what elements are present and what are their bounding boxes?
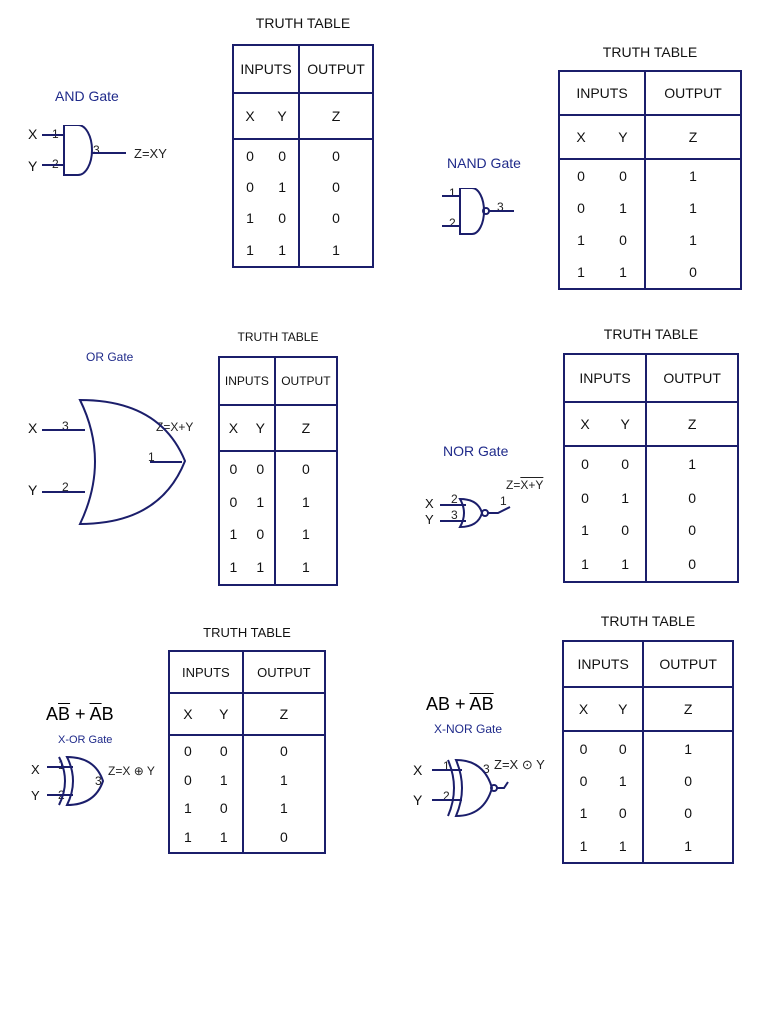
- col-y: Y: [618, 129, 628, 145]
- xnor-input-x-label: X: [413, 762, 423, 778]
- inputs-header: INPUTS: [169, 651, 243, 693]
- xor-output-expr: [108, 764, 155, 778]
- cell: 1: [184, 800, 192, 817]
- col-z: Z: [299, 93, 373, 139]
- or-pin-b: 2: [62, 480, 69, 494]
- cell: 0: [646, 481, 738, 514]
- table-row: [559, 159, 741, 192]
- xnor-op-icon: ⊙: [521, 757, 533, 772]
- nor-truth-table: [563, 353, 739, 583]
- cell: 1: [581, 555, 589, 572]
- cell: 0: [246, 147, 254, 164]
- nor-pin-out: 1: [500, 494, 507, 508]
- and-input-y-label: Y: [28, 158, 38, 174]
- xnor-boolean-expr: [426, 694, 494, 715]
- nor-pin-b: 3: [451, 508, 458, 522]
- col-y: Y: [618, 701, 628, 717]
- xor-term-a: A: [46, 704, 59, 724]
- xor-truth-table-title: TRUTH TABLE: [203, 625, 291, 640]
- xnor-truth-table-title: TRUTH TABLE: [600, 613, 696, 629]
- xor-pin-out: 3: [95, 774, 102, 788]
- xor-gate-symbol: [45, 755, 115, 815]
- cell: 0: [619, 231, 627, 248]
- col-x: X: [576, 129, 586, 145]
- xnor-gate-symbol: [430, 758, 510, 824]
- col-z: Z: [645, 115, 741, 159]
- cell: 1: [243, 794, 325, 823]
- cell: 0: [577, 168, 585, 185]
- xor-plus: +: [70, 704, 90, 724]
- inputs-header: INPUTS: [219, 357, 275, 405]
- and-truth-table: [232, 44, 374, 268]
- cell: 0: [256, 526, 265, 543]
- cell: 1: [275, 518, 337, 550]
- cell: 1: [645, 224, 741, 256]
- xor-input-y-label: Y: [31, 788, 40, 803]
- table-row: [564, 514, 738, 547]
- cell: 1: [219, 771, 228, 788]
- cell: 1: [581, 522, 589, 539]
- cell: 0: [577, 200, 585, 217]
- col-x: X: [183, 706, 193, 722]
- cell: 1: [621, 489, 630, 506]
- cell: 0: [299, 139, 373, 172]
- xnor-pin-out: 3: [483, 762, 490, 776]
- xnor-expr-suffix: Y: [536, 757, 545, 772]
- cell: 0: [299, 203, 373, 234]
- cell: 0: [256, 460, 265, 477]
- cell: 1: [577, 231, 585, 248]
- cell: 0: [581, 489, 589, 506]
- nand-pin-a: 1: [449, 186, 456, 200]
- nand-gate-title: NAND Gate: [447, 155, 521, 171]
- table-row: [233, 203, 373, 234]
- nor-pin-a: 2: [451, 492, 458, 506]
- cell: 0: [184, 742, 192, 759]
- nand-pin-b: 2: [449, 216, 456, 230]
- table-row: [233, 234, 373, 267]
- table-row: [564, 547, 738, 582]
- cell: 1: [275, 486, 337, 518]
- and-pin-out: 3: [93, 143, 100, 157]
- col-z: Z: [243, 693, 325, 735]
- cell: 0: [646, 514, 738, 547]
- table-row: [564, 446, 738, 481]
- cell: 0: [643, 797, 733, 829]
- col-z: Z: [643, 687, 733, 731]
- cell: 1: [643, 829, 733, 863]
- nor-input-x-label: X: [425, 496, 434, 511]
- cell: 1: [256, 493, 265, 510]
- cell: 1: [577, 263, 585, 280]
- or-truth-table-title: TRUTH TABLE: [237, 330, 319, 344]
- nand-truth-table: [558, 70, 742, 290]
- table-row: [169, 794, 325, 823]
- cell: 1: [229, 559, 238, 576]
- cell: 0: [275, 451, 337, 486]
- or-output-line: [150, 455, 186, 469]
- output-header: OUTPUT: [243, 651, 325, 693]
- and-gate-symbol: [40, 125, 130, 185]
- xor-term-abar: $\overline{A}$: [89, 704, 102, 724]
- cell: 0: [243, 823, 325, 853]
- cell: 0: [621, 522, 630, 539]
- table-row: [169, 735, 325, 765]
- cell: 0: [646, 547, 738, 582]
- xor-op-icon: ⊕: [133, 764, 144, 778]
- col-x: X: [245, 108, 255, 124]
- or-pin-out: 1: [148, 450, 155, 464]
- cell: 0: [184, 771, 192, 788]
- cell: 0: [278, 147, 286, 164]
- or-pin-a: 3: [62, 419, 69, 433]
- xor-boolean-expr: [46, 704, 114, 725]
- table-row: [559, 255, 741, 289]
- cell: 1: [579, 837, 588, 854]
- col-y: Y: [219, 706, 229, 722]
- cell: 0: [621, 456, 630, 472]
- table-row: [219, 451, 337, 486]
- table-row: [564, 481, 738, 514]
- cell: 1: [618, 773, 627, 789]
- or-gate-title: OR Gate: [86, 350, 134, 364]
- cell: 1: [619, 263, 627, 280]
- col-z: Z: [646, 402, 738, 446]
- xor-expr-suffix: Y: [146, 764, 155, 778]
- cell: 0: [219, 742, 228, 759]
- table-row: [559, 224, 741, 256]
- or-truth-table: [218, 356, 338, 586]
- table-row: [219, 518, 337, 550]
- xor-term-b: B: [101, 704, 114, 724]
- col-z: Z: [275, 405, 337, 451]
- or-input-x-label: X: [28, 420, 38, 436]
- xnor-truth-table: [562, 640, 734, 864]
- and-pin-a: 1: [52, 127, 59, 141]
- xor-pin-b: 2: [58, 788, 65, 802]
- cell: 1: [646, 446, 738, 481]
- and-truth-table-title: TRUTH TABLE: [255, 15, 351, 31]
- nor-gate-symbol: [438, 497, 528, 533]
- col-x: X: [580, 416, 590, 432]
- cell: 0: [579, 773, 588, 789]
- xnor-term-abar: $\overline{A}$: [469, 694, 482, 714]
- nand-truth-table-title: TRUTH TABLE: [602, 44, 698, 60]
- cell: 0: [619, 168, 627, 185]
- cell: 1: [579, 805, 588, 821]
- cell: 1: [246, 242, 254, 258]
- output-header: OUTPUT: [646, 354, 738, 402]
- and-output-expr: Z=XY: [134, 146, 167, 161]
- cell: 1: [229, 526, 238, 543]
- cell: 0: [243, 735, 325, 765]
- inputs-header: INPUTS: [233, 45, 299, 93]
- nor-expr-prefix: Z=: [506, 478, 521, 492]
- cell: 0: [246, 179, 254, 196]
- or-input-y-label: Y: [28, 482, 38, 498]
- xnor-plus: +: [450, 694, 470, 714]
- or-output-expr: Z=X+Y: [156, 420, 194, 434]
- cell: 0: [229, 493, 238, 510]
- xnor-pin-b: 2: [443, 789, 450, 803]
- and-gate-title: AND Gate: [55, 88, 119, 104]
- xor-expr-prefix: Z=X: [108, 764, 131, 778]
- cell: 1: [621, 555, 630, 572]
- and-input-x-label: X: [28, 126, 38, 142]
- cell: 0: [645, 255, 741, 289]
- xnor-expr-prefix: Z=X: [494, 757, 519, 772]
- inputs-header: INPUTS: [563, 641, 643, 687]
- col-x: X: [578, 701, 589, 717]
- col-x: X: [228, 420, 239, 436]
- cell: 1: [619, 200, 627, 217]
- cell: 1: [643, 731, 733, 765]
- cell: 1: [246, 210, 254, 227]
- output-header: OUTPUT: [643, 641, 733, 687]
- table-row: [563, 765, 733, 797]
- xnor-pin-a: 1: [443, 759, 450, 773]
- cell: 0: [219, 800, 228, 817]
- cell: 0: [579, 740, 588, 757]
- table-row: [219, 486, 337, 518]
- table-row: [233, 172, 373, 203]
- output-header: OUTPUT: [275, 357, 337, 405]
- nor-input-y-label: Y: [425, 512, 434, 527]
- cell: 1: [278, 242, 286, 258]
- cell: 1: [645, 159, 741, 192]
- cell: 0: [299, 172, 373, 203]
- cell: 1: [256, 559, 265, 576]
- nor-gate-title: NOR Gate: [443, 443, 509, 459]
- inputs-header: INPUTS: [559, 71, 645, 115]
- cell: 1: [618, 837, 627, 854]
- xor-truth-table: [168, 650, 326, 854]
- output-header: OUTPUT: [645, 71, 741, 115]
- table-row: [563, 829, 733, 863]
- inputs-header: INPUTS: [564, 354, 646, 402]
- table-row: [169, 823, 325, 853]
- xor-input-x-label: X: [31, 762, 40, 777]
- table-row: [559, 192, 741, 224]
- col-y: Y: [255, 420, 265, 436]
- xnor-term-ab: AB: [426, 694, 451, 714]
- nor-output-expr: [506, 478, 543, 492]
- xnor-gate-title: X-NOR Gate: [434, 722, 503, 736]
- xnor-term-bbar: $\overline{B}$: [481, 694, 494, 714]
- xor-gate-title: X-OR Gate: [58, 734, 113, 746]
- cell: 1: [278, 179, 286, 196]
- cell: 0: [643, 765, 733, 797]
- nand-pin-out: 3: [497, 200, 504, 214]
- col-y: Y: [620, 416, 630, 432]
- cell: 0: [278, 210, 286, 227]
- table-row: [219, 550, 337, 585]
- cell: 1: [645, 192, 741, 224]
- cell: 1: [243, 765, 325, 794]
- nor-truth-table-title: TRUTH TABLE: [603, 326, 699, 342]
- output-header: OUTPUT: [299, 45, 373, 93]
- nand-gate-symbol: [440, 188, 520, 238]
- and-pin-b: 2: [52, 157, 59, 171]
- cell: 0: [581, 456, 589, 472]
- col-y: Y: [277, 108, 287, 124]
- cell: 1: [184, 829, 192, 846]
- xor-pin-a: 1: [58, 758, 65, 772]
- xor-term-bbar: $\overline{B}$: [58, 704, 71, 724]
- cell: 1: [299, 234, 373, 267]
- table-row: [563, 797, 733, 829]
- cell: 1: [219, 829, 228, 846]
- cell: 1: [275, 550, 337, 585]
- cell: 0: [229, 460, 238, 477]
- table-row: [563, 731, 733, 765]
- cell: 0: [618, 740, 627, 757]
- cell: 0: [618, 805, 627, 821]
- table-row: [169, 765, 325, 794]
- table-row: [233, 139, 373, 172]
- nor-expr-overline: X+Y: [520, 478, 544, 492]
- xnor-input-y-label: Y: [413, 792, 423, 808]
